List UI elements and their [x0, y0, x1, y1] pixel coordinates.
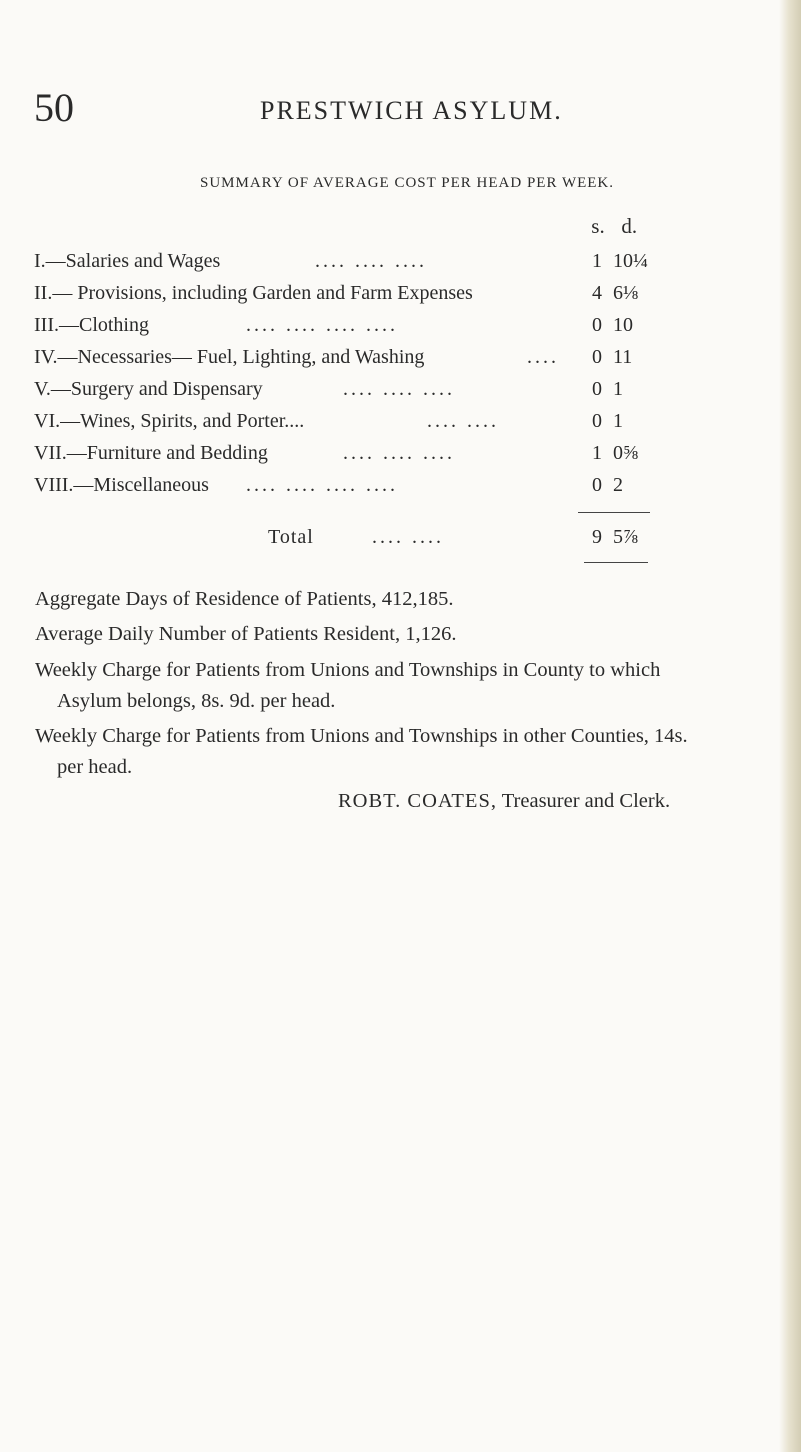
row-pence: 10¼ [613, 250, 648, 272]
row-label: I.—Salaries and Wages [34, 250, 221, 272]
row-label: VIII.—Miscellaneous [34, 474, 209, 496]
row-pence: 6⅛ [613, 282, 638, 304]
row-leader: .... .... .... .... [246, 314, 398, 336]
table-row [0, 314, 801, 342]
row-pence: 11 [613, 346, 633, 368]
row-leader: .... [527, 346, 559, 368]
weekly-charge-other-line2: per head. [57, 756, 133, 778]
row-pence: 2 [613, 474, 623, 496]
signatory-name: ROBT. COATES, [338, 790, 497, 812]
table-title: SUMMARY OF AVERAGE COST PER HEAD PER WEEK. [200, 175, 615, 191]
row-shillings: 0 [592, 314, 602, 336]
row-shillings: 0 [592, 378, 602, 400]
weekly-charge-county-line1: Weekly Charge for Patients from Unions and Townships in County to which [35, 659, 661, 681]
row-leader: .... .... [372, 526, 444, 548]
row-leader: .... .... .... [315, 250, 427, 272]
row-shillings: 4 [592, 282, 602, 304]
row-shillings: 0 [592, 410, 602, 432]
row-pence: 0⅝ [613, 442, 638, 464]
row-label: IV.—Necessaries— Fuel, Lighting, and Washing [34, 346, 425, 368]
weekly-charge-other-line1: Weekly Charge for Patients from Unions and Townships in other Counties, 14s. [35, 725, 688, 747]
page-number: 50 [34, 85, 74, 130]
row-label: V.—Surgery and Dispensary [34, 378, 263, 400]
total-shillings: 9 [592, 526, 602, 548]
total-rule [584, 562, 648, 563]
row-leader: .... .... .... [343, 378, 455, 400]
row-pence: 1 [613, 410, 623, 432]
row-label: III.—Clothing [34, 314, 149, 336]
average-daily-text: Average Daily Number of Patients Resident, 1,126. [35, 623, 457, 645]
row-shillings: 0 [592, 474, 602, 496]
table-row [0, 442, 801, 470]
row-leader: .... .... .... .... [246, 474, 398, 496]
table-row [0, 346, 801, 374]
sum-rule [578, 512, 650, 513]
signature [338, 790, 670, 813]
unit-headers [585, 214, 642, 239]
table-row [0, 474, 801, 502]
row-pence: 1 [613, 378, 623, 400]
table-row [0, 378, 801, 406]
table-row [0, 282, 801, 310]
row-label: VI.—Wines, Spirits, and Porter.... [34, 410, 305, 432]
total-label: Total [268, 526, 314, 548]
signatory-title: Treasurer and Clerk. [501, 790, 671, 812]
unit-pence: d. [621, 214, 638, 238]
running-head: PRESTWICH ASYLUM. [260, 96, 563, 125]
total-row [0, 526, 801, 554]
aggregate-days-text: Aggregate Days of Residence of Patients, 412,185. [35, 588, 454, 610]
row-shillings: 1 [592, 442, 602, 464]
row-label: II.— Provisions, including Garden and Farm Expenses [34, 282, 473, 304]
unit-shillings: s. [591, 214, 605, 238]
row-shillings: 1 [592, 250, 602, 272]
table-row [0, 410, 801, 438]
table-row [0, 250, 801, 278]
row-label: VII.—Furniture and Bedding [34, 442, 268, 464]
row-leader: .... .... [427, 410, 499, 432]
total-pence: 5⅞ [613, 526, 638, 548]
row-shillings: 0 [592, 346, 602, 368]
page-edge-shadow [779, 0, 801, 1452]
row-pence: 10 [613, 314, 633, 336]
row-leader: .... .... .... [343, 442, 455, 464]
weekly-charge-county-line2: Asylum belongs, 8s. 9d. per head. [57, 690, 336, 712]
